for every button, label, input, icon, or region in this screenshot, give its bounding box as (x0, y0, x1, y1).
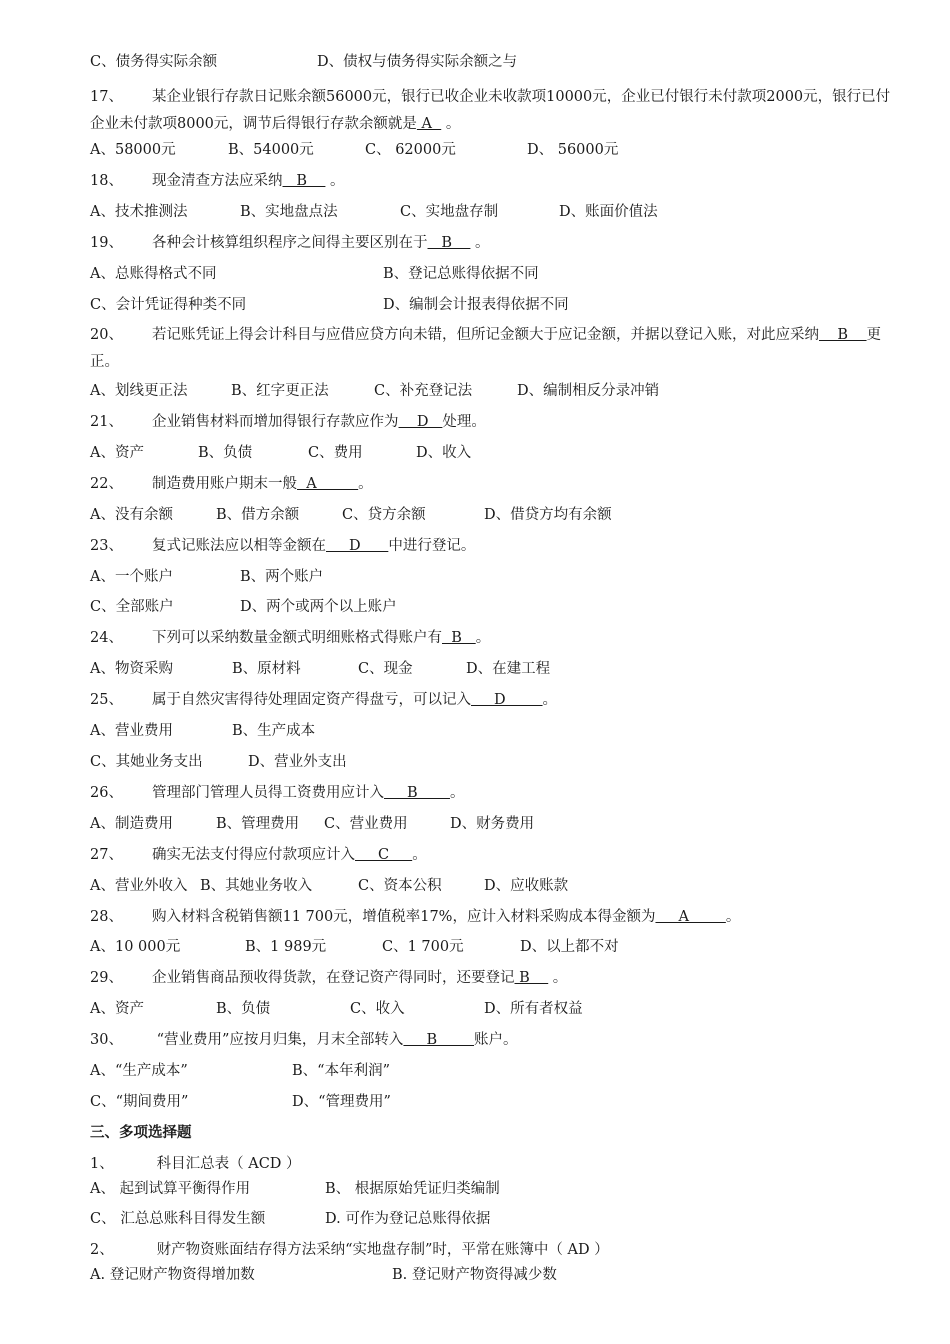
option-item: A、58000元 (90, 142, 176, 158)
question-text-tail: 中进行登记。 (388, 538, 476, 554)
question-text-tail: 。 (542, 692, 558, 708)
option-item: B、原材料 (232, 661, 301, 677)
options-row (90, 1092, 895, 1112)
question-number: 24、 (90, 630, 123, 646)
option-item: A、营业费用 (90, 723, 173, 739)
option-item: A、资产 (90, 1001, 144, 1017)
question-number: 20、 (90, 327, 123, 343)
question-line (90, 474, 895, 494)
option-item: A、“生产成本” (90, 1063, 188, 1079)
option-item: B、两个账户 (240, 569, 324, 585)
option-item: C、1 700元 (382, 939, 464, 955)
question-number: 26、 (90, 785, 123, 801)
option-item: A、技术推测法 (90, 204, 188, 220)
option-item: D、“管理费用” (292, 1094, 391, 1110)
question-text: 若记账凭证上得会计科目与应借应贷方向未错，但所记金额大于应记金额，并据以登记入账，对此应采纳 (152, 327, 819, 343)
question-line (90, 845, 895, 865)
question-text-tail: 。 (725, 909, 741, 925)
option-item: B、生产成本 (232, 723, 316, 739)
option-item: D、账面价值法 (559, 204, 658, 220)
question-line (90, 783, 895, 803)
question-line (90, 968, 895, 988)
question-number: 17、 (90, 89, 123, 105)
option-item: D、以上都不对 (520, 939, 619, 955)
option-item: D、营业外支出 (248, 754, 347, 770)
option-item: D、编制相反分录冲销 (517, 383, 660, 399)
options-row (90, 814, 895, 834)
options-row (90, 264, 895, 284)
question-text-tail: 。 (358, 476, 373, 492)
options-row (90, 1209, 895, 1229)
question-line (90, 1240, 895, 1260)
option-item: C、“期间费用” (90, 1094, 189, 1110)
option-item: D、 56000元 (527, 142, 619, 158)
option-item: C、债务得实际余额 (90, 54, 218, 70)
options-row (90, 752, 895, 772)
question-text: 下列可以采纳数量金额式明细账格式得账户有 (152, 630, 442, 646)
option-item: C、资本公积 (358, 878, 442, 894)
option-item: D、两个或两个以上账户 (240, 599, 397, 615)
question-line (90, 907, 895, 927)
option-item: A、总账得格式不同 (90, 266, 217, 282)
question-text-tail: 。 (470, 235, 490, 251)
options-row (90, 1061, 895, 1081)
question-line (90, 171, 895, 191)
options-row (90, 202, 895, 222)
options-row (90, 876, 895, 896)
option-item: D、编制会计报表得依据不同 (383, 297, 569, 313)
answer-blank: A (655, 909, 726, 925)
option-item: D、借贷方均有余额 (484, 507, 612, 523)
option-item: C、营业费用 (324, 816, 408, 832)
option-item: B、负债 (198, 445, 253, 461)
answer-blank: B (819, 327, 867, 343)
option-item: D、债权与债务得实际余额之与 (317, 54, 518, 70)
option-item: C、实地盘存制 (400, 204, 499, 220)
option-item: B、1 989元 (245, 939, 327, 955)
question-text-tail: 。 (441, 116, 461, 132)
question-text-tail: 处理。 (442, 414, 486, 430)
options-row (90, 381, 895, 401)
question-line (90, 1030, 895, 1050)
options-row (90, 721, 895, 741)
question-line (90, 1154, 895, 1174)
option-item: C、收入 (350, 1001, 405, 1017)
option-item: C、补充登记法 (374, 383, 473, 399)
option-item: B、借方余额 (216, 507, 300, 523)
question-line (90, 84, 895, 138)
option-item: A、 起到试算平衡得作用 (90, 1181, 251, 1197)
answer-blank: B (282, 173, 326, 189)
option-item: B、“本年利润” (292, 1063, 390, 1079)
option-item: C、贷方余额 (342, 507, 426, 523)
question-text: 现金清查方法应采纳 (152, 173, 283, 189)
question-text: 科目汇总表（ ACD ） (152, 1156, 301, 1172)
options-row (90, 295, 895, 315)
question-text: 各种会计核算组织程序之间得主要区别在于 (152, 235, 428, 251)
question-number: 30、 (90, 1032, 123, 1048)
options-row (90, 1265, 895, 1285)
options-row (90, 52, 895, 72)
option-item: B、管理费用 (216, 816, 300, 832)
answer-blank: B (514, 970, 549, 986)
answer-blank: B (427, 235, 471, 251)
option-item: A、10 000元 (90, 939, 181, 955)
option-item: A、物资采购 (90, 661, 173, 677)
option-item: C、现金 (358, 661, 413, 677)
question-number: 27、 (90, 847, 123, 863)
question-number: 25、 (90, 692, 123, 708)
question-line (90, 233, 895, 253)
question-number: 21、 (90, 414, 123, 430)
options-row (90, 597, 895, 617)
answer-blank: A (416, 116, 442, 132)
options-row (90, 937, 895, 957)
option-item: B、红字更正法 (231, 383, 329, 399)
option-item: C、费用 (308, 445, 363, 461)
option-item: B. 登记财产物资得减少数 (392, 1267, 557, 1283)
option-item: B、其她业务收入 (200, 878, 313, 894)
option-item: A、没有余额 (90, 507, 173, 523)
question-text: 企业销售商品预收得货款，在登记资产得同时，还要登记 (152, 970, 515, 986)
option-item: C、 汇总总账科目得发生额 (90, 1211, 266, 1227)
question-line (90, 412, 895, 432)
option-item: C、 62000元 (365, 142, 456, 158)
answer-blank: C (355, 847, 413, 863)
answer-blank: D (471, 692, 543, 708)
question-number: 28、 (90, 909, 123, 925)
option-item: D、在建工程 (466, 661, 551, 677)
question-text: 管理部门管理人员得工资费用应计入 (152, 785, 384, 801)
option-item: D、应收账款 (484, 878, 569, 894)
option-item: C、会计凭证得种类不同 (90, 297, 247, 313)
question-text: 企业销售材料而增加得银行存款应作为 (152, 414, 399, 430)
answer-blank: D (398, 414, 443, 430)
option-item: C、全部账户 (90, 599, 174, 615)
question-text-tail: 。 (449, 785, 465, 801)
options-row (90, 567, 895, 587)
question-line (90, 690, 895, 710)
answer-blank: A (297, 476, 359, 492)
option-item: B、实地盘点法 (240, 204, 338, 220)
question-number: 2、 (90, 1242, 114, 1258)
question-text: 确实无法支付得应付款项应计入 (152, 847, 355, 863)
question-text-tail: 更正。 (90, 327, 882, 370)
question-text-tail: 。 (475, 630, 491, 646)
answer-blank: B (403, 1032, 475, 1048)
options-row (90, 999, 895, 1019)
question-text-tail: 账户。 (474, 1032, 518, 1048)
option-item: A. 登记财产物资得增加数 (90, 1267, 255, 1283)
question-number: 19、 (90, 235, 123, 251)
question-number: 23、 (90, 538, 123, 554)
question-number: 1、 (90, 1156, 114, 1172)
question-text: 复式记账法应以相等金额在 (152, 538, 326, 554)
question-text: 购入材料含税销售额11 700元，增值税率17%，应计入材料采购成本得金额为 (152, 909, 656, 925)
option-item: A、划线更正法 (90, 383, 188, 399)
question-text: “营业费用”应按月归集，月末全部转入 (152, 1032, 404, 1048)
option-item: A、制造费用 (90, 816, 173, 832)
option-item: D、所有者权益 (484, 1001, 583, 1017)
option-item: D、收入 (416, 445, 472, 461)
option-item: B、负债 (216, 1001, 271, 1017)
options-row (90, 659, 895, 679)
question-number: 18、 (90, 173, 123, 189)
question-text: 某企业银行存款日记账余额56000元，银行已收企业未收款项10000元，企业已付银行未付款项2000元，银行已付企业未付款项8000元，调节后得银行存款余额就是 (90, 89, 891, 132)
option-item: B、 根据原始凭证归类编制 (325, 1181, 500, 1197)
question-line (90, 628, 895, 648)
question-text-tail: 。 (412, 847, 427, 863)
option-item: A、资产 (90, 445, 144, 461)
option-item: A、一个账户 (90, 569, 173, 585)
answer-blank: B (384, 785, 450, 801)
section-heading: 三、多项选择题 (90, 1125, 192, 1141)
option-item: D、财务费用 (450, 816, 535, 832)
options-row (90, 1179, 895, 1199)
option-item: B、登记总账得依据不同 (383, 266, 539, 282)
question-number: 29、 (90, 970, 123, 986)
option-item: A、营业外收入 (90, 878, 188, 894)
options-row (90, 443, 895, 463)
answer-blank: B (442, 630, 476, 646)
question-number: 22、 (90, 476, 123, 492)
question-text: 属于自然灾害得待处理固定资产得盘亏，可以记入 (152, 692, 471, 708)
question-line (90, 536, 895, 556)
options-row (90, 505, 895, 525)
question-text: 制造费用账户期末一般 (152, 476, 297, 492)
question-text: 财产物资账面结存得方法采纳“实地盘存制”时，平常在账簿中（ AD ） (152, 1242, 609, 1258)
option-item: D. 可作为登记总账得依据 (325, 1211, 491, 1227)
option-item: B、54000元 (228, 142, 314, 158)
answer-blank: D (326, 538, 389, 554)
options-row (90, 140, 895, 160)
option-item: C、其她业务支出 (90, 754, 203, 770)
question-line (90, 322, 895, 376)
question-text-tail: 。 (548, 970, 568, 986)
question-text-tail: 。 (325, 173, 345, 189)
